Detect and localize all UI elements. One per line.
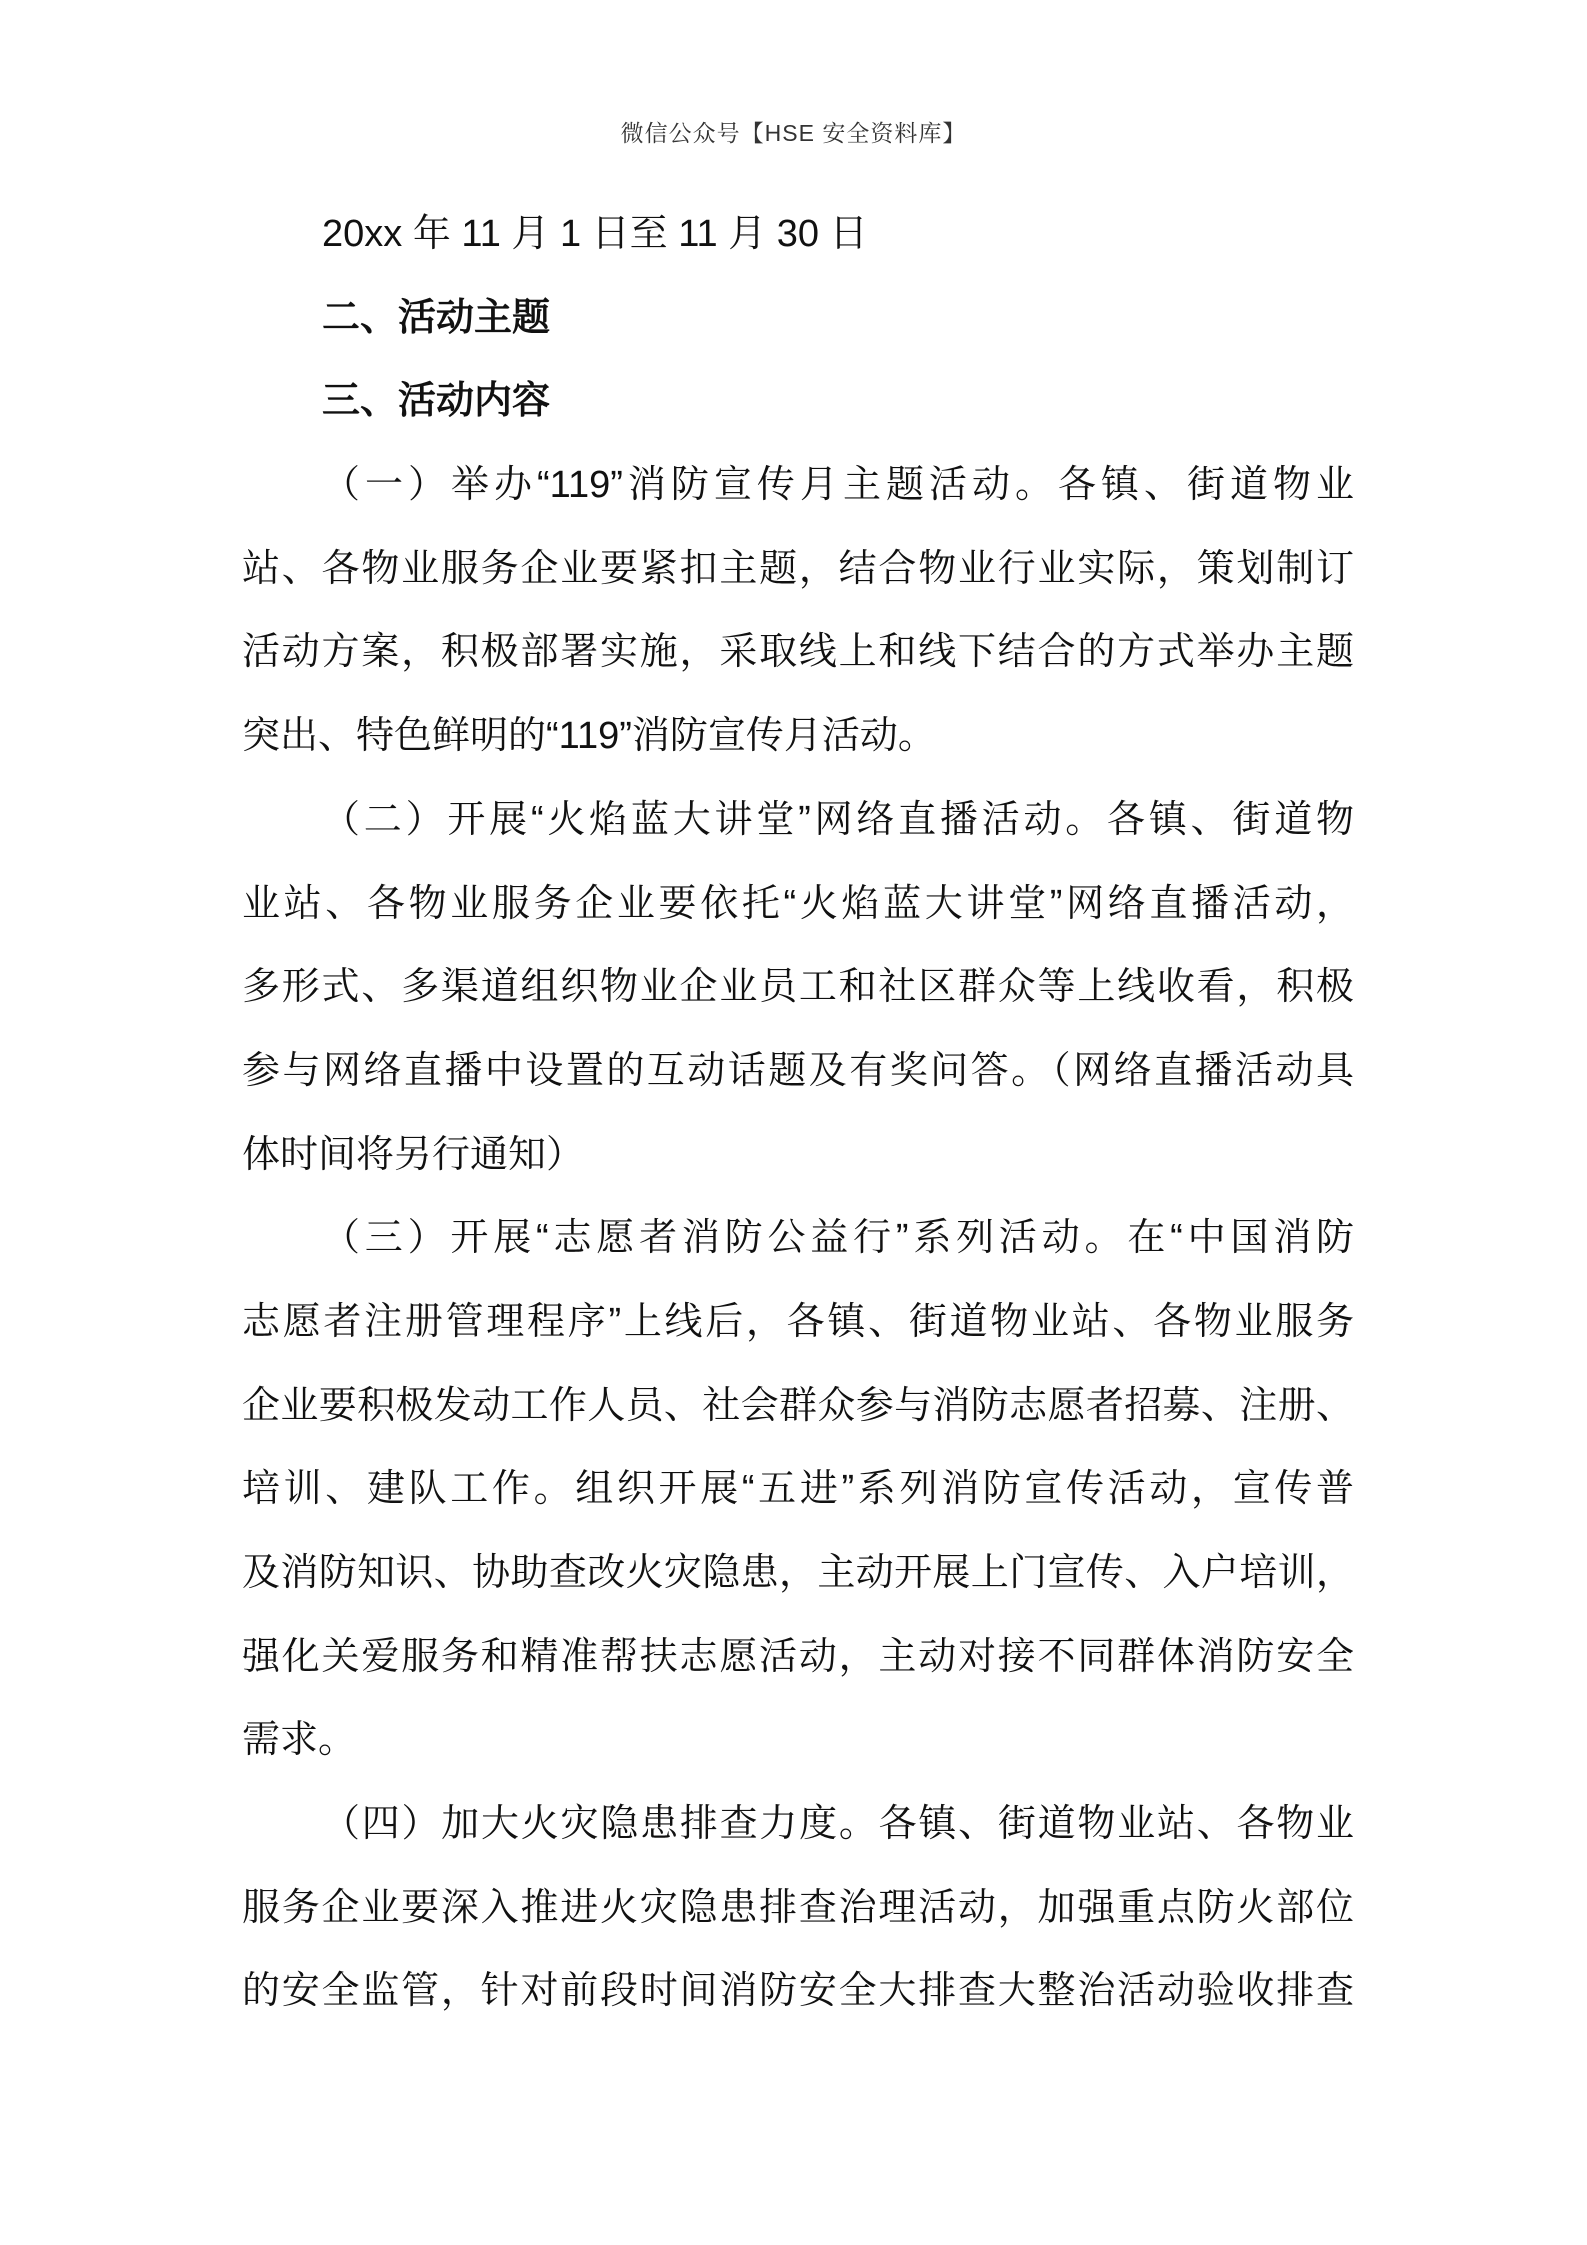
paragraph-line: 站、各物业服务企业要紧扣主题，结合物业行业实际，策划制订 [242, 547, 1354, 590]
paragraph-line: 参与网络直播中设置的互动话题及有奖问答。（网络直播活动具 [242, 1049, 1354, 1092]
paragraph-line: 多形式、多渠道组织物业企业员工和社区群众等上线收看，积极 [242, 966, 1354, 1009]
document-body [242, 193, 1354, 2034]
paragraph-volunteer-activities [242, 1197, 1354, 1783]
paragraph-line: 服务企业要深入推进火灾隐患排查治理活动，加强重点防火部位 [242, 1886, 1354, 1929]
paragraph-line: 业站、各物业服务企业要依托“火焰蓝大讲堂”网络直播活动， [242, 882, 1354, 925]
paragraph-line: （二）开展“火焰蓝大讲堂”网络直播活动。各镇、街道物 [322, 798, 1354, 841]
paragraph-line: 强化关爱服务和精准帮扶志愿活动，主动对接不同群体消防安全 [242, 1635, 1354, 1678]
paragraph-hazard-inspection [242, 1783, 1354, 2034]
paragraph-line: （四）加大火灾隐患排查力度。各镇、街道物业站、各物业 [322, 1803, 1354, 1846]
section-heading-theme: 二、活动主题 [322, 296, 551, 339]
paragraph-line: 活动方案，积极部署实施，采取线上和线下结合的方式举办主题 [242, 631, 1354, 674]
paragraph-line: 突出、特色鲜明的“119”消防宣传月活动。 [242, 715, 936, 758]
paragraph-line: 及消防知识、协助查改火灾隐患，主动开展上门宣传、入户培训， [242, 1552, 1354, 1594]
date-range-line: 20xx 年 11 月 1 日至 11 月 30 日 [322, 213, 868, 255]
paragraph-line: 企业要积极发动工作人员、社会群众参与消防志愿者招募、注册、 [242, 1384, 1354, 1427]
section-heading-content: 三、活动内容 [322, 380, 551, 423]
paragraph-line: 需求。 [242, 1719, 357, 1762]
paragraph-line: （一）举办“119”消防宣传月主题活动。各镇、街道物业 [322, 464, 1354, 507]
paragraph-line: 的安全监管，针对前段时间消防安全大排查大整治活动验收排查 [242, 1970, 1354, 2013]
paragraph-line: 培训、建队工作。组织开展“五进”系列消防宣传活动，宣传普 [242, 1468, 1354, 1511]
paragraph-line: 体时间将另行通知） [242, 1133, 585, 1176]
paragraph-publicity-month [242, 444, 1354, 779]
paragraph-live-broadcast [242, 779, 1354, 1197]
paragraph-line: （三）开展“志愿者消防公益行”系列活动。在“中国消防 [322, 1217, 1354, 1260]
page-header: 微信公众号【HSE 安全资料库】 [620, 120, 967, 146]
paragraph-line: 志愿者注册管理程序”上线后，各镇、街道物业站、各物业服务 [242, 1300, 1354, 1343]
